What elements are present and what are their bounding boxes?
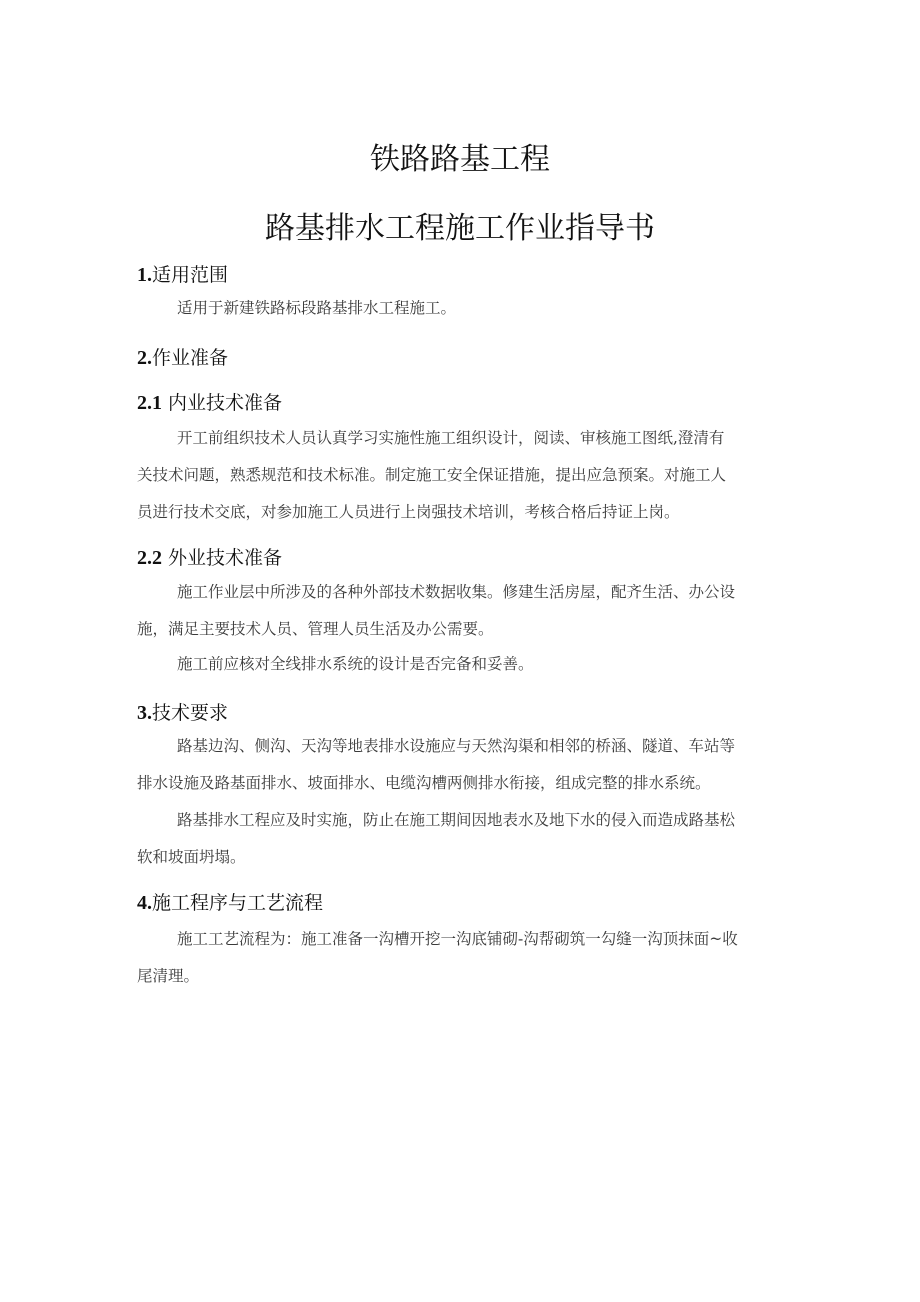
- document-subtitle: 路基排水工程施工作业指导书: [265, 211, 655, 246]
- paragraph-line: 施工工艺流程为：施工准备一沟槽开挖一沟底铺砌-沟帮砌筑一勾缝一沟顶抹面~收: [177, 930, 738, 948]
- section-number: 2.2: [137, 547, 162, 569]
- section-heading-3: [137, 698, 228, 725]
- section-3-paragraph-1: [137, 728, 785, 802]
- section-title: 技术要求: [152, 702, 229, 724]
- section-title: 施工程序与工艺流程: [152, 892, 324, 914]
- section-2-1-paragraph-1: [137, 420, 785, 531]
- paragraph-line: 施，满足主要技术人员、管理人员生活及办公需要。: [137, 620, 494, 638]
- paragraph-line: 开工前组织技术人员认真学习实施性施工组织设计，阅读、审核施工图纸,澄清有: [177, 429, 725, 447]
- paragraph-line: 尾清理。: [137, 967, 200, 985]
- paragraph-line: 排水设施及路基面排水、坡面排水、电缆沟槽两侧排水衔接，组成完整的排水系统。: [137, 774, 711, 792]
- section-number: 4.: [137, 892, 152, 914]
- section-title: 作业准备: [152, 347, 229, 369]
- section-heading-2: [137, 343, 228, 370]
- document-title: 铁路路基工程: [370, 142, 550, 177]
- section-4-paragraph-1: [137, 921, 785, 995]
- paragraph-line: 施工作业层中所涉及的各种外部技术数据收集。修建生活房屋，配齐生活、办公设: [177, 583, 736, 601]
- section-number: 2.1: [137, 392, 162, 414]
- section-title: 内业技术准备: [162, 392, 283, 414]
- section-title: 外业技术准备: [162, 547, 283, 569]
- section-number: 3.: [137, 702, 152, 724]
- paragraph-line: 施工前应核对全线排水系统的设计是否完备和妥善。: [177, 655, 534, 673]
- section-2-2-paragraph-2: [137, 646, 785, 683]
- section-heading-1: [137, 260, 228, 287]
- section-2-2-paragraph-1: [137, 574, 785, 648]
- paragraph-line: 适用于新建铁路标段路基排水工程施工。: [177, 299, 457, 317]
- section-1-paragraph-1: [137, 290, 785, 327]
- section-heading-2-2: [137, 543, 282, 570]
- paragraph-line: 软和坡面坍塌。: [137, 848, 246, 866]
- section-heading-4: [137, 888, 323, 915]
- section-number: 1.: [137, 264, 152, 286]
- section-heading-2-1: [137, 388, 282, 415]
- paragraph-line: 路基边沟、侧沟、天沟等地表排水设施应与天然沟渠和相邻的桥涵、隧道、车站等: [177, 737, 736, 755]
- paragraph-line: 员进行技术交底，对参加施工人员进行上岗强技术培训，考核合格后持证上岗。: [137, 503, 680, 521]
- paragraph-line: 路基排水工程应及时实施，防止在施工期间因地表水及地下水的侵入而造成路基松: [177, 811, 736, 829]
- section-title: 适用范围: [152, 264, 229, 286]
- section-number: 2.: [137, 347, 152, 369]
- paragraph-line: 关技术问题，熟悉规范和技术标准。制定施工安全保证措施，提出应急预案。对施工人: [137, 466, 727, 484]
- section-3-paragraph-2: [137, 802, 785, 876]
